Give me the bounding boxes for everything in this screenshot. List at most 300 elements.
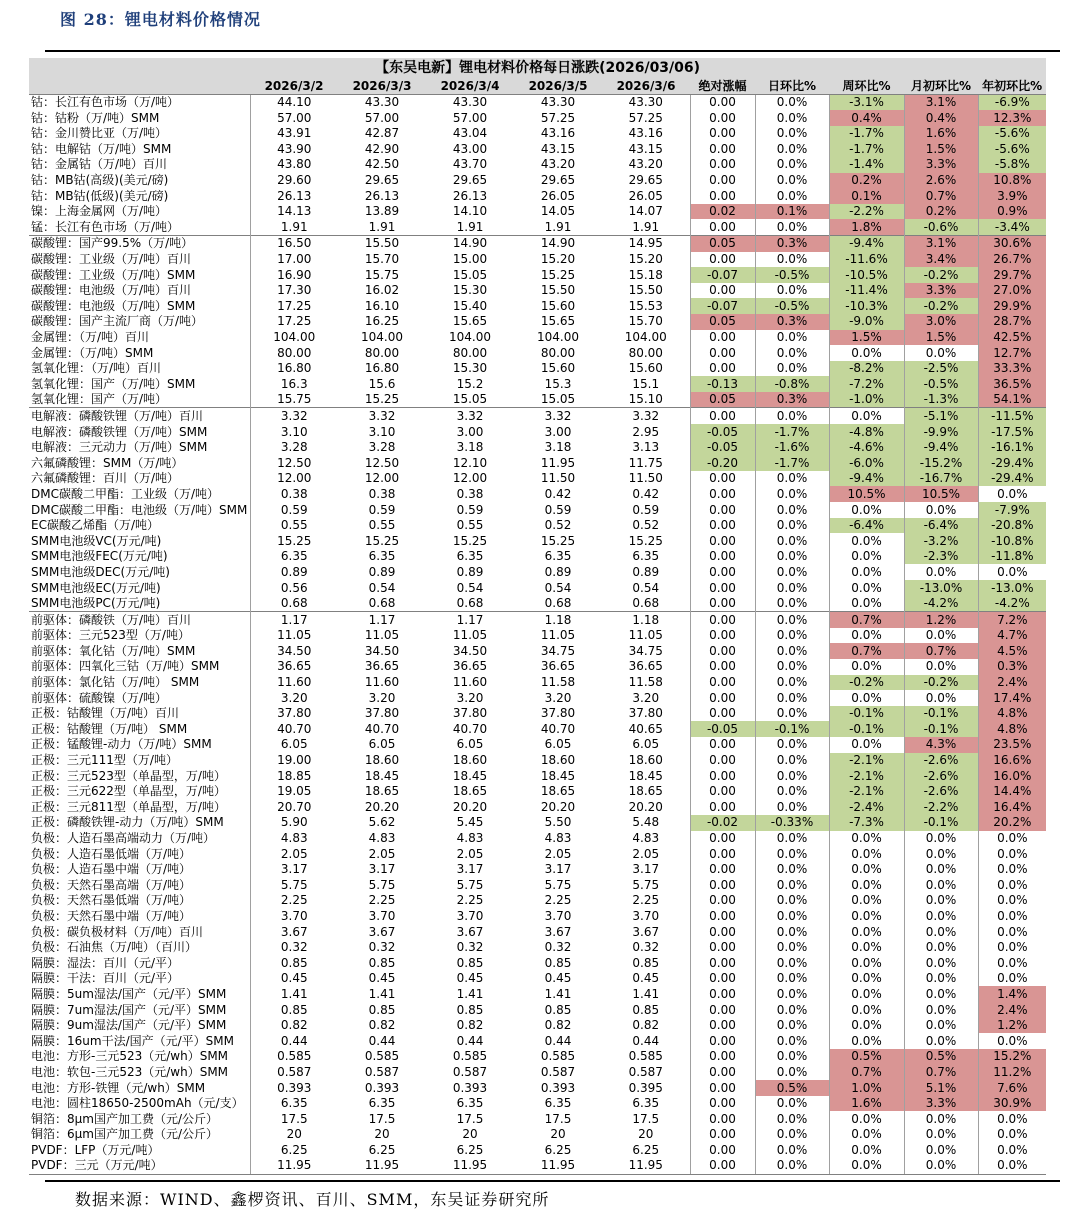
change-cell: 0.00 [690, 1096, 755, 1112]
price-cell: 18.60 [540, 753, 576, 768]
change-cell: 0.0% [755, 518, 829, 534]
price-cell: 0.85 [280, 955, 308, 970]
price-cell: 2.25 [368, 893, 396, 908]
change-cell: -0.07 [690, 267, 755, 283]
table-row [29, 361, 1046, 377]
change-cell: 0.0% [755, 110, 829, 126]
price-cell: 20.20 [452, 799, 488, 814]
change-cell: 0.0% [904, 940, 978, 956]
price-cell: 18.45 [628, 768, 663, 783]
table-row [29, 1018, 1046, 1034]
change-cell: -9.0% [829, 314, 904, 330]
price-cell: 3.20 [456, 690, 484, 705]
change-cell: -0.02 [690, 815, 755, 831]
table-row [29, 188, 1046, 204]
price-cell: 3.20 [632, 690, 660, 705]
price-cell: 3.32 [338, 408, 426, 424]
change-cell: 3.1% [904, 94, 978, 110]
change-cell: -16.7% [904, 471, 978, 487]
price-cell: 57.00 [364, 110, 400, 125]
price-cell: 2.05 [544, 846, 572, 861]
table-row [29, 141, 1046, 157]
price-cell: 15.50 [628, 283, 663, 298]
price-cell: 0.44 [368, 1033, 396, 1048]
change-cell: -0.05 [690, 440, 755, 456]
change-cell: 0.0% [829, 831, 904, 847]
price-cell: 0.38 [280, 486, 308, 501]
price-cell: 1.18 [602, 612, 690, 628]
price-cell: 0.85 [456, 1002, 484, 1017]
price-cell: 14.10 [452, 204, 488, 219]
table-row [29, 1080, 1046, 1096]
price-cell: 12.00 [277, 471, 312, 486]
change-cell: 0.0% [755, 971, 829, 987]
price-cell: 40.70 [452, 721, 488, 736]
change-cell: 0.5% [904, 1049, 978, 1065]
change-cell: 0.00 [690, 141, 755, 157]
change-cell: 16.4% [978, 799, 1046, 815]
change-cell: 0.00 [690, 580, 755, 596]
price-cell: 15.30 [452, 361, 488, 376]
price-cell: 12.50 [277, 455, 312, 470]
price-cell: 0.68 [368, 596, 396, 611]
change-cell: 0.0% [829, 1033, 904, 1049]
change-cell: 0.0% [755, 877, 829, 893]
price-cell: 1.91 [632, 219, 660, 234]
change-cell: 0.0% [755, 862, 829, 878]
price-cell: 0.395 [628, 1080, 663, 1095]
change-cell: 0.0% [755, 486, 829, 502]
price-cell: 4.83 [456, 831, 484, 845]
row-label: 六氟磷酸锂：SMM（万/吨） [29, 455, 250, 471]
change-cell: 0.0% [755, 908, 829, 924]
change-cell: -2.1% [829, 784, 904, 800]
price-cell: 3.18 [456, 440, 484, 455]
column-header: 2026/3/4 [426, 78, 514, 94]
price-cell: 0.52 [632, 518, 660, 533]
price-cell: 43.16 [540, 126, 576, 141]
change-cell: 0.00 [690, 831, 755, 847]
change-cell: -1.7% [755, 424, 829, 440]
price-cell: 1.41 [280, 986, 308, 1001]
row-label: 正极：钴酸锂（万/吨） SMM [29, 721, 250, 737]
price-cell: 3.17 [456, 862, 484, 877]
price-cell: 17.5 [544, 1111, 572, 1126]
row-label: 前驱体：三元523型（万/吨） [29, 628, 250, 644]
row-label: 电解液：磷酸铁锂（万/吨）百川 [29, 408, 250, 424]
price-cell: 11.05 [277, 628, 312, 643]
change-cell: 0.0% [978, 846, 1046, 862]
change-cell: 0.05 [690, 392, 755, 408]
price-cell: 11.58 [540, 675, 576, 690]
table-row [29, 376, 1046, 392]
change-cell: -7.3% [829, 815, 904, 831]
change-cell: 14.4% [978, 784, 1046, 800]
table-row [29, 986, 1046, 1002]
change-cell: 0.0% [978, 1142, 1046, 1158]
price-cell: 6.35 [368, 1096, 396, 1111]
change-cell: 0.0% [829, 533, 904, 549]
change-cell: 1.0% [829, 1080, 904, 1096]
price-cell: 0.393 [452, 1080, 488, 1095]
price-cell: 15.75 [364, 267, 400, 282]
price-cell: 6.35 [456, 1096, 484, 1111]
price-cell: 14.07 [628, 204, 663, 219]
table-row [29, 1096, 1046, 1112]
change-cell: -20.8% [978, 518, 1046, 534]
price-cell: 40.65 [628, 721, 663, 736]
change-cell: 4.3% [904, 737, 978, 753]
change-cell: 0.0% [829, 628, 904, 644]
price-cell: 3.17 [632, 862, 660, 877]
price-cell: 3.00 [456, 424, 484, 439]
change-cell: 0.00 [690, 784, 755, 800]
row-label: 正极：三元622型（单晶型，万/吨） [29, 784, 250, 800]
price-cell: 0.89 [544, 564, 572, 579]
change-cell: 0.1% [829, 188, 904, 204]
change-cell: 0.0% [829, 580, 904, 596]
price-cell: 6.25 [456, 1142, 484, 1157]
price-cell: 0.82 [632, 1018, 660, 1033]
price-cell: 15.2 [456, 376, 484, 391]
row-label: SMM电池级EC(万元/吨) [29, 580, 250, 596]
change-cell: 0.0% [755, 283, 829, 299]
change-cell: -1.7% [829, 141, 904, 157]
change-cell: -6.4% [904, 518, 978, 534]
row-label: 锰：长江有色市场（万/吨） [29, 219, 250, 235]
price-cell: 3.70 [280, 908, 308, 923]
price-cell: 43.20 [628, 157, 663, 172]
change-cell: 0.0% [829, 846, 904, 862]
change-cell: 28.7% [978, 314, 1046, 330]
table-row [29, 126, 1046, 142]
price-cell: 20 [638, 1127, 654, 1142]
change-cell: 0.00 [690, 110, 755, 126]
price-cell: 15.50 [540, 283, 576, 298]
change-cell: 16.6% [978, 753, 1046, 769]
table-row [29, 721, 1046, 737]
price-cell: 16.3 [280, 376, 308, 391]
change-cell: 0.0% [755, 330, 829, 346]
change-cell: 26.7% [978, 252, 1046, 268]
change-cell: 0.0% [755, 188, 829, 204]
table-row [29, 799, 1046, 815]
change-cell: 0.00 [690, 173, 755, 189]
change-cell: 10.5% [904, 486, 978, 502]
price-cell: 104.00 [273, 330, 316, 344]
change-cell: 7.2% [978, 612, 1046, 628]
table-row [29, 455, 1046, 471]
change-cell: -0.1% [904, 706, 978, 722]
price-cell: 0.54 [456, 580, 484, 595]
price-cell: 1.17 [426, 612, 514, 628]
price-cell: 3.67 [456, 924, 484, 939]
table-row [29, 330, 1046, 346]
column-header: 日环比% [755, 78, 829, 94]
price-cell: 15.05 [452, 267, 488, 282]
price-cell: 5.50 [544, 815, 572, 830]
price-cell: 5.45 [456, 815, 484, 830]
row-label: 隔膜：9um湿法/国产（元/平）SMM [29, 1018, 250, 1034]
change-cell: 0.00 [690, 1049, 755, 1065]
source-note: 数据来源：WIND、鑫椤资讯、百川、SMM，东吴证券研究所 [75, 1190, 550, 1209]
table-row [29, 1158, 1046, 1174]
change-cell: 0.7% [829, 1064, 904, 1080]
change-cell: 0.0% [755, 846, 829, 862]
top-rule [45, 50, 1060, 52]
price-table-container [29, 58, 1046, 1175]
price-cell: 80.00 [628, 345, 663, 360]
price-cell: 15.00 [452, 252, 488, 267]
price-cell: 3.32 [514, 408, 602, 424]
change-cell: 0.0% [904, 1158, 978, 1174]
change-cell: 0.00 [690, 612, 755, 628]
row-label: 碳酸锂：工业级（万/吨）百川 [29, 252, 250, 268]
price-cell: 11.95 [338, 1158, 426, 1174]
table-row [29, 893, 1046, 909]
change-cell: 29.9% [978, 298, 1046, 314]
price-cell: 34.50 [452, 643, 488, 658]
change-cell: 0.0% [755, 580, 829, 596]
price-cell: 20.20 [540, 799, 576, 814]
price-cell: 0.585 [540, 1049, 576, 1064]
row-label: 钴：金川赞比亚（万/吨） [29, 126, 250, 142]
change-cell: 3.3% [904, 157, 978, 173]
change-cell: -9.9% [904, 424, 978, 440]
change-cell: -0.1% [829, 706, 904, 722]
row-label: 钴：钴粉（万/吨）SMM [29, 110, 250, 126]
price-cell: 37.80 [364, 706, 400, 721]
change-cell: 1.2% [904, 612, 978, 628]
table-row [29, 955, 1046, 971]
price-cell: 15.25 [277, 533, 312, 548]
row-label: 钴：MB钴(低级)(美元/磅) [29, 188, 250, 204]
change-cell: 0.00 [690, 877, 755, 893]
table-row [29, 612, 1046, 628]
price-cell: 34.50 [364, 643, 400, 658]
price-cell: 3.00 [544, 424, 572, 439]
price-cell: 3.17 [280, 862, 308, 877]
price-cell: 26.13 [452, 188, 488, 203]
table-row [29, 643, 1046, 659]
row-label: 碳酸锂：电池级（万/吨）百川 [29, 283, 250, 299]
change-cell: 0.0% [829, 877, 904, 893]
price-cell: 43.00 [452, 141, 488, 156]
row-label: SMM电池级PC(万元/吨) [29, 596, 250, 612]
price-cell: 1.91 [544, 219, 572, 234]
price-cell: 2.25 [544, 893, 572, 908]
price-cell: 3.28 [368, 440, 396, 455]
price-cell: 0.82 [368, 1018, 396, 1033]
change-cell: 0.0% [755, 659, 829, 675]
price-cell: 0.82 [280, 1018, 308, 1033]
change-cell: -2.2% [829, 204, 904, 220]
change-cell: 0.0% [904, 986, 978, 1002]
change-cell: 0.05 [690, 314, 755, 330]
change-cell: -2.3% [904, 549, 978, 565]
figure-title: 图 28：锂电材料价格情况 [60, 10, 261, 29]
price-cell: 0.44 [456, 1033, 484, 1048]
price-cell: 3.67 [544, 924, 572, 939]
change-cell: 0.5% [755, 1080, 829, 1096]
change-cell: 0.0% [755, 955, 829, 971]
price-cell: 20.20 [628, 799, 663, 814]
price-cell: 5.48 [632, 815, 660, 830]
price-cell: 14.90 [426, 235, 514, 251]
price-cell: 15.20 [628, 252, 663, 267]
price-cell: 36.65 [364, 659, 400, 674]
price-cell: 5.90 [280, 815, 308, 830]
change-cell: 0.0% [829, 737, 904, 753]
change-cell: 0.00 [690, 940, 755, 956]
change-cell: 3.3% [904, 1096, 978, 1112]
change-cell: -0.05 [690, 424, 755, 440]
price-cell: 0.45 [280, 971, 308, 986]
price-cell: 11.95 [250, 1158, 338, 1174]
price-cell: 0.32 [368, 940, 396, 955]
change-cell: 0.3% [978, 659, 1046, 675]
change-cell: 0.0% [904, 1033, 978, 1049]
price-cell: 43.20 [540, 157, 576, 172]
price-cell: 3.20 [280, 690, 308, 705]
change-cell: 0.00 [690, 518, 755, 534]
change-cell: -1.0% [829, 392, 904, 408]
table-row [29, 440, 1046, 456]
change-cell: 0.00 [690, 502, 755, 518]
change-cell: 42.5% [978, 330, 1046, 346]
price-cell: 29.65 [364, 173, 400, 188]
table-row [29, 94, 1046, 110]
change-cell: -29.4% [978, 455, 1046, 471]
price-cell: 6.25 [544, 1142, 572, 1157]
table-row [29, 1111, 1046, 1127]
price-cell: 5.75 [368, 877, 396, 892]
price-cell: 0.44 [280, 1033, 308, 1048]
price-cell: 0.82 [456, 1018, 484, 1033]
price-cell: 0.52 [544, 518, 572, 533]
change-cell: -5.8% [978, 157, 1046, 173]
price-cell: 19.00 [277, 753, 312, 768]
price-cell: 0.85 [544, 955, 572, 970]
change-cell: 4.8% [978, 706, 1046, 722]
change-cell: 0.00 [690, 533, 755, 549]
price-cell: 6.35 [456, 549, 484, 564]
change-cell: 0.0% [755, 1033, 829, 1049]
change-cell: 4.5% [978, 643, 1046, 659]
price-cell: 17.25 [277, 298, 312, 313]
price-cell: 18.65 [364, 784, 400, 799]
price-cell: 104.00 [361, 330, 403, 344]
price-cell: 0.89 [368, 564, 396, 579]
price-cell: 2.25 [280, 893, 308, 908]
price-cell: 26.05 [540, 188, 576, 203]
price-cell: 16.80 [277, 361, 312, 376]
change-cell: 0.00 [690, 330, 755, 346]
change-cell: 0.00 [690, 549, 755, 565]
change-cell: 1.5% [904, 141, 978, 157]
table-row [29, 1049, 1046, 1065]
table-row [29, 564, 1046, 580]
price-cell: 12.00 [364, 471, 400, 486]
price-cell: 3.67 [368, 924, 396, 939]
table-row [29, 768, 1046, 784]
price-cell: 0.393 [540, 1080, 576, 1095]
row-label: 碳酸锂：国产主流厂商（万/吨） [29, 314, 250, 330]
price-cell: 80.00 [364, 345, 400, 360]
column-header: 月初环比% [904, 78, 978, 94]
change-cell: 0.0% [904, 924, 978, 940]
price-cell: 15.3 [544, 376, 572, 391]
change-cell: -6.0% [829, 455, 904, 471]
price-cell: 43.30 [514, 94, 602, 110]
change-cell: 0.0% [978, 1111, 1046, 1127]
change-cell: 0.0% [755, 737, 829, 753]
change-cell: 0.0% [829, 1018, 904, 1034]
change-cell: 0.00 [690, 986, 755, 1002]
price-cell: 0.54 [544, 580, 572, 595]
change-cell: 0.00 [690, 1002, 755, 1018]
price-cell: 29.65 [452, 173, 488, 188]
row-label: 前驱体：磷酸铁（万/吨）百川 [29, 612, 250, 628]
change-cell: -9.4% [829, 235, 904, 251]
change-cell: 0.0% [755, 1002, 829, 1018]
price-cell: 1.41 [456, 986, 484, 1001]
row-label: 氢氧化锂：国产（万/吨）SMM [29, 376, 250, 392]
change-cell: 0.00 [690, 1142, 755, 1158]
price-cell: 104.00 [449, 330, 491, 344]
row-label: 隔膜：湿法：百川（元/平） [29, 955, 250, 971]
change-cell: -0.2% [904, 675, 978, 691]
price-cell: 18.65 [540, 784, 576, 799]
price-cell: 18.45 [540, 768, 576, 783]
change-cell: 0.0% [904, 908, 978, 924]
row-label: PVDF：三元（万元/吨） [29, 1158, 250, 1174]
price-cell: 40.70 [540, 721, 576, 736]
change-cell: 0.0% [904, 877, 978, 893]
change-cell: 10.5% [829, 486, 904, 502]
change-cell: 0.00 [690, 846, 755, 862]
price-cell: 11.60 [452, 675, 488, 690]
change-cell: 0.9% [978, 204, 1046, 220]
price-cell: 43.04 [452, 126, 488, 141]
price-cell: 4.83 [368, 831, 396, 845]
change-cell: 0.2% [829, 173, 904, 189]
price-cell: 11.75 [628, 455, 663, 470]
price-cell: 1.17 [338, 612, 426, 628]
table-row [29, 1064, 1046, 1080]
change-cell: 0.00 [690, 564, 755, 580]
price-cell: 3.70 [544, 908, 572, 923]
price-cell: 18.45 [452, 768, 488, 783]
price-cell: 0.45 [632, 971, 660, 986]
table-row [29, 486, 1046, 502]
change-cell: 0.0% [904, 1127, 978, 1143]
change-cell: 0.0% [829, 862, 904, 878]
change-cell: 0.0% [829, 955, 904, 971]
change-cell: 0.0% [755, 533, 829, 549]
price-cell: 17.5 [456, 1111, 484, 1126]
change-cell: -8.2% [829, 361, 904, 377]
price-cell: 104.00 [624, 330, 667, 344]
change-cell: 0.0% [904, 628, 978, 644]
change-cell: 0.00 [690, 219, 755, 235]
price-cell: 0.89 [280, 564, 308, 579]
price-cell: 43.70 [452, 157, 488, 172]
price-cell: 43.80 [277, 157, 312, 172]
change-cell: 0.0% [755, 361, 829, 377]
row-label: 隔膜：7um湿法/国产（元/平）SMM [29, 1002, 250, 1018]
price-cell: 0.45 [456, 971, 484, 986]
